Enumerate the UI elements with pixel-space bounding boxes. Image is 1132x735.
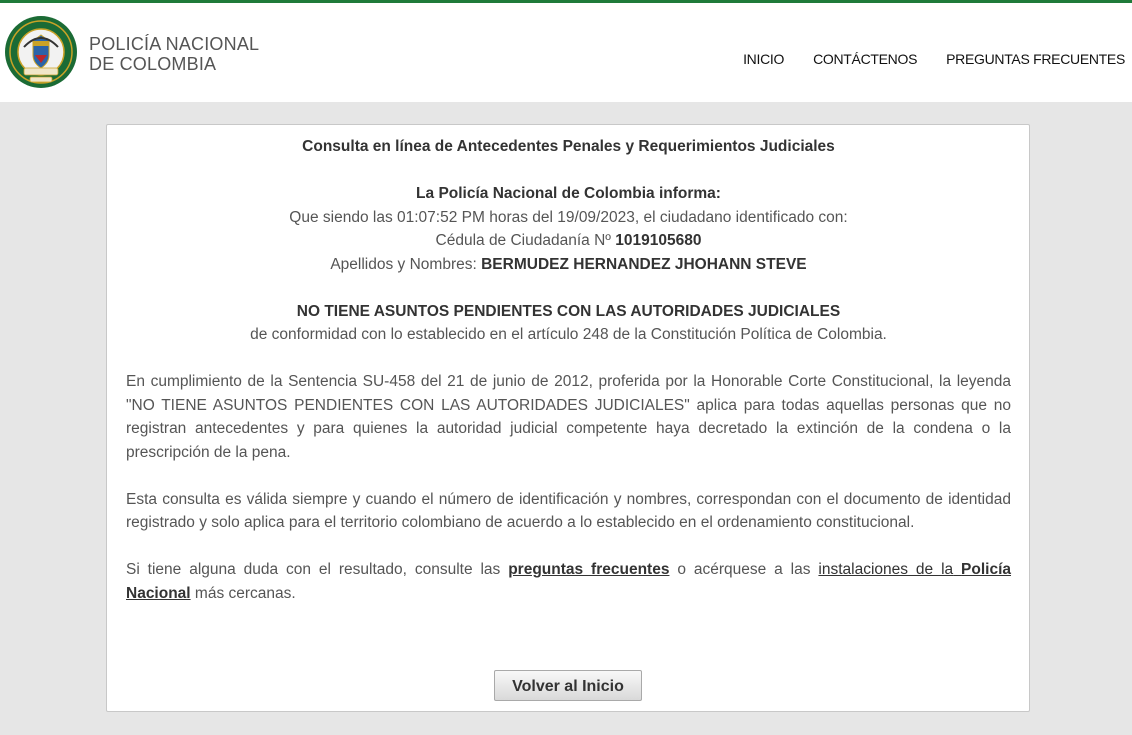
dudas-text-c: más cercanas. [194,584,296,602]
paragraph-sentencia: En cumplimiento de la Sentencia SU-458 del 21 de junio de 2012, proferida por la Honorable Corte Constitucional, la leyenda "NO TIENE ASUNTOS PENDIENTES CON LAS AUTORIDADES JUDICIALES" aplica para todas aquellas personas que no registran antecedentes y para quienes la autoridad judicial competente haya decretado la extinción de la condena o la prescripción de la pena. [126,373,1011,461]
document-number: 1019105680 [615,232,702,249]
document-label: Cédula de Ciudadanía Nº [435,232,611,249]
name-line [126,253,1011,277]
preguntas-frecuentes-link[interactable]: preguntas frecuentes [508,561,670,578]
result-card [106,124,1030,712]
site-header [0,0,1132,102]
status-note: de conformidad con lo establecido en el artículo 248 de la Constitución Política de Colombia. [250,326,887,343]
dudas-text-b: o acérquese a las [677,561,811,578]
top-nav [743,51,1125,67]
result-content [126,135,1011,605]
paragraph-validez: Esta consulta es válida siempre y cuando el número de identificación y nombres, correspondan con el documento de identidad registrado y solo aplica para el territorio colombiano de acuerdo a lo establecido en el ordenamiento constitucional. [126,490,1011,531]
paragraph-dudas [126,558,1011,605]
informa-heading: La Policía Nacional de Colombia informa: [416,185,721,202]
volver-al-inicio-button[interactable]: Volver al Inicio [494,670,642,701]
nav-preguntas-frecuentes[interactable]: PREGUNTAS FRECUENTES [946,51,1125,67]
nav-inicio[interactable]: INICIO [743,51,785,67]
instalaciones-link-text: instalaciones de la [818,561,954,578]
status-text: NO TIENE ASUNTOS PENDIENTES CON LAS AUTORIDADES JUDICIALES [296,302,841,320]
brand-line-1: POLICÍA NACIONAL [89,34,260,54]
document-line [126,229,1011,253]
button-row [107,670,1029,701]
brand-name[interactable] [89,34,259,74]
name-value: BERMUDEZ HERNANDEZ JHOHANN STEVE [481,255,807,273]
name-label: Apellidos y Nombres: [330,255,477,273]
instalaciones-link-strong: Policía Nacional [126,561,1012,602]
page-title: Consulta en línea de Antecedentes Penales y Requerimientos Judiciales [302,138,835,155]
brand-line-2: DE COLOMBIA [89,54,217,74]
dudas-text-a: Si tiene alguna duda con el resultado, consulte las [126,561,501,578]
police-emblem-logo[interactable] [4,15,78,89]
nav-contactenos[interactable]: CONTÁCTENOS [813,51,918,67]
time-line: Que siendo las 01:07:52 PM horas del 19/09/2023, el ciudadano identificado con: [289,208,848,226]
